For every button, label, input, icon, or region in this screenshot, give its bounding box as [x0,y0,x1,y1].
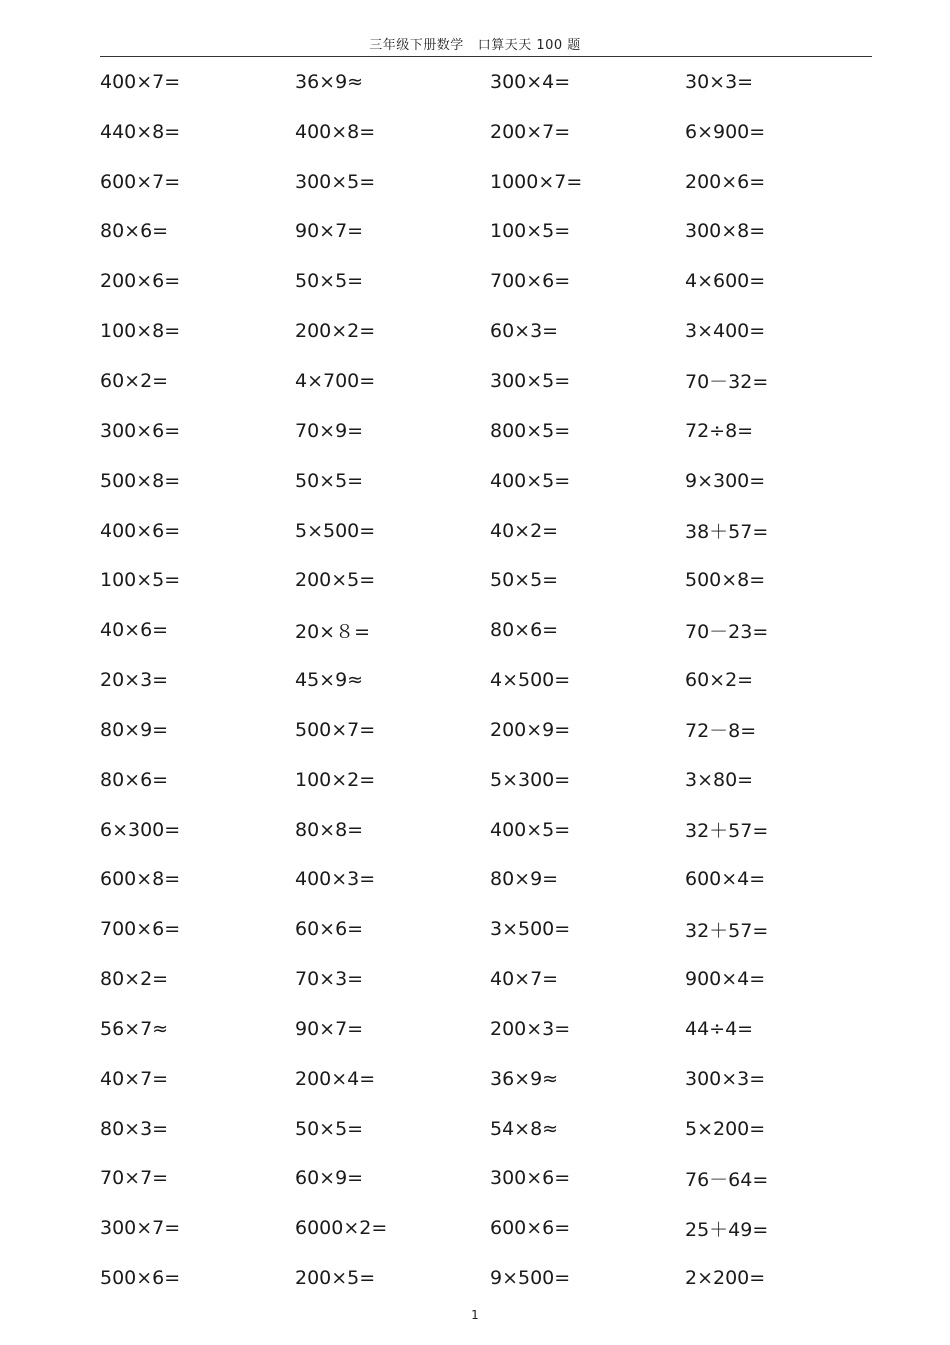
problem-cell: 500×7= [295,718,376,741]
problem-cell: 700×6= [100,918,181,941]
problem-cell: 400×6= [100,519,181,542]
problem-cell: 80×9= [490,868,559,891]
problem-cell: 400×5= [490,469,571,492]
problem-cell: 80×8= [295,818,364,841]
problem-cell: 30×3= [685,70,754,93]
problem-row [100,655,880,705]
problem-cell: 100×5= [490,220,571,243]
problem-cell: 70×3= [295,968,364,991]
problem-cell: 4×700= [295,369,376,392]
problem-cell: 2×200= [685,1267,766,1290]
problem-cell: 76－64= [685,1168,769,1191]
problem-row [100,256,880,306]
problem-cell: 440×8= [100,120,181,143]
problem-cell: 4×500= [490,669,571,692]
problem-cell: 60×2= [685,669,754,692]
problem-cell: 3×500= [490,918,571,941]
problem-grid [100,57,880,1303]
problem-cell: 200×5= [295,569,376,592]
problem-cell: 36×9≈ [490,1067,559,1090]
problem-row [100,855,880,905]
problem-row [100,605,880,655]
problem-cell: 25＋49= [685,1218,769,1241]
problem-cell: 5×500= [295,519,376,542]
problem-cell: 80×6= [490,619,559,642]
problem-cell: 80×2= [100,968,169,991]
problem-cell: 50×5= [295,1117,364,1140]
problem-cell: 600×4= [685,868,766,891]
problem-row [100,705,880,755]
problem-row [100,954,880,1004]
problem-cell: 6000×2= [295,1217,388,1240]
problem-cell: 70－23= [685,620,769,643]
problem-cell: 200×5= [295,1267,376,1290]
problem-cell: 70×7= [100,1167,169,1190]
problem-row [100,555,880,605]
header-worksheet-title: 口算天天 100 题 [477,38,581,53]
problem-cell: 80×3= [100,1117,169,1140]
problem-cell: 200×9= [490,718,571,741]
problem-cell: 4×600= [685,270,766,293]
problem-cell: 32＋57= [685,820,769,843]
problem-cell: 60×3= [490,320,559,343]
problem-cell: 300×5= [490,369,571,392]
problem-cell: 20×８= [295,620,371,643]
problem-cell: 80×6= [100,768,169,791]
problem-cell: 50×5= [490,569,559,592]
problem-row [100,456,880,506]
problem-cell: 100×5= [100,569,181,592]
problem-cell: 400×3= [295,868,376,891]
problem-cell: 60×6= [295,918,364,941]
problem-cell: 32＋57= [685,919,769,942]
problem-cell: 50×5= [295,469,364,492]
problem-cell: 700×6= [490,270,571,293]
page-number: 1 [471,1308,479,1322]
page-header [0,34,950,53]
problem-row [100,306,880,356]
problem-cell: 400×8= [295,120,376,143]
problem-row [100,1054,880,1104]
problem-cell: 50×5= [295,270,364,293]
problem-cell: 9×300= [685,469,766,492]
problem-cell: 600×8= [100,868,181,891]
problem-cell: 56×7≈ [100,1017,169,1040]
problem-row [100,157,880,207]
problem-cell: 800×5= [490,419,571,442]
problem-cell: 300×3= [685,1067,766,1090]
problem-cell: 20×3= [100,669,169,692]
problem-cell: 300×4= [490,70,571,93]
problem-cell: 5×300= [490,768,571,791]
problem-cell: 500×8= [685,569,766,592]
problem-cell: 200×3= [490,1017,571,1040]
problem-cell: 45×9≈ [295,669,364,692]
problem-row [100,107,880,157]
problem-cell: 400×5= [490,818,571,841]
problem-cell: 72÷8= [685,419,754,442]
problem-row [100,406,880,456]
problem-cell: 1000×7= [490,170,583,193]
problem-cell: 100×8= [100,320,181,343]
problem-cell: 500×6= [100,1267,181,1290]
problem-cell: 40×2= [490,519,559,542]
problem-cell: 200×4= [295,1067,376,1090]
problem-cell: 80×6= [100,220,169,243]
problem-row [100,207,880,257]
problem-row [100,1104,880,1154]
problem-cell: 300×7= [100,1217,181,1240]
problem-row [100,356,880,406]
problem-cell: 600×6= [490,1217,571,1240]
problem-cell: 300×8= [685,220,766,243]
problem-cell: 400×7= [100,70,181,93]
problem-cell: 200×6= [685,170,766,193]
problem-cell: 900×4= [685,968,766,991]
problem-cell: 40×7= [490,968,559,991]
problem-cell: 60×2= [100,369,169,392]
problem-row [100,904,880,954]
problem-cell: 60×9= [295,1167,364,1190]
problem-row [100,506,880,556]
problem-cell: 6×900= [685,120,766,143]
problem-cell: 5×200= [685,1117,766,1140]
problem-cell: 6×300= [100,818,181,841]
problem-cell: 90×7= [295,1017,364,1040]
problem-row [100,1154,880,1204]
header-grade-title: 三年级下册数学 [369,38,464,53]
problem-row [100,1004,880,1054]
problem-row [100,57,880,107]
problem-cell: 70×9= [295,419,364,442]
problem-cell: 600×7= [100,170,181,193]
problem-cell: 80×9= [100,718,169,741]
problem-cell: 3×400= [685,320,766,343]
problem-cell: 44÷4= [685,1017,754,1040]
problem-cell: 300×6= [490,1167,571,1190]
problem-cell: 40×6= [100,619,169,642]
problem-cell: 90×7= [295,220,364,243]
problem-row [100,1203,880,1253]
problem-cell: 200×2= [295,320,376,343]
problem-cell: 300×5= [295,170,376,193]
problem-cell: 9×500= [490,1267,571,1290]
problem-cell: 72－8= [685,720,757,743]
problem-cell: 100×2= [295,768,376,791]
problem-cell: 3×80= [685,768,754,791]
problem-row [100,755,880,805]
problem-cell: 54×8≈ [490,1117,559,1140]
problem-cell: 500×8= [100,469,181,492]
problem-cell: 38＋57= [685,521,769,544]
problem-cell: 200×6= [100,270,181,293]
problem-cell: 40×7= [100,1067,169,1090]
problem-cell: 36×9≈ [295,70,364,93]
problem-row [100,805,880,855]
problem-cell: 200×7= [490,120,571,143]
problem-row [100,1253,880,1303]
problem-cell: 300×6= [100,419,181,442]
problem-cell: 70－32= [685,371,769,394]
